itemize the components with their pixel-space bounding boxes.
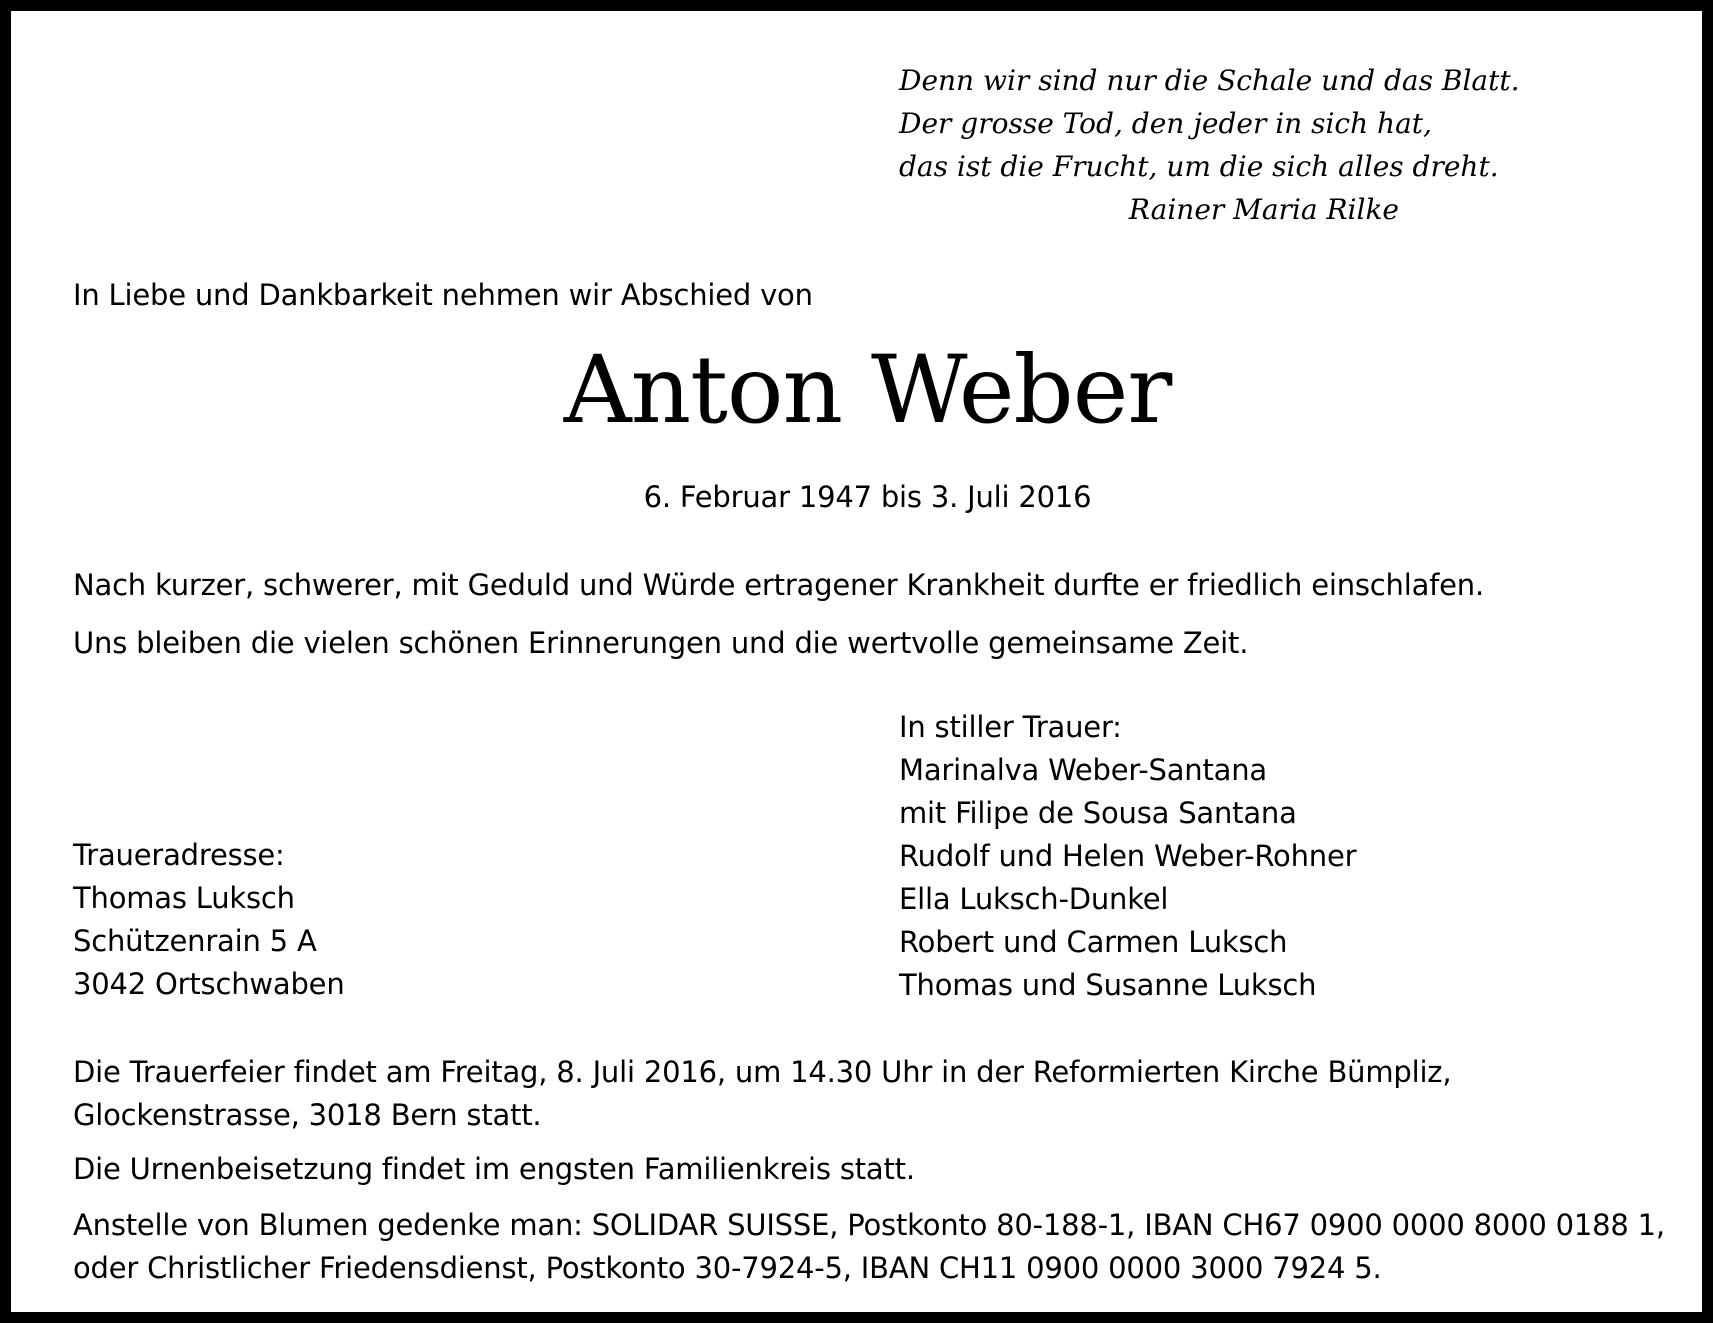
life-dates: 6. Februar 1947 bis 3. Juli 2016 — [643, 480, 1092, 514]
mourning-address — [73, 834, 345, 1006]
mourner-name: Robert und Carmen Luksch — [899, 925, 1288, 959]
address-heading: Traueradresse: — [73, 838, 285, 872]
address-line: Thomas Luksch — [73, 881, 295, 915]
donation-info: Anstelle von Blumen gedenke man: SOLIDAR SUISSE, Postkonto 80-188-1, IBAN CH67 0900 0000 8000 0188 1, oder Christlicher Friedensdienst, Postkonto 30-7924-5, IBAN CH11 0900 0000 3000 7924 5. — [73, 1208, 1665, 1285]
mourner-name: Marinalva Weber-Santana — [899, 753, 1267, 787]
poem-author: Rainer Maria Rilke — [1128, 193, 1399, 226]
memories-text: Uns bleiben die vielen schönen Erinnerungen und die wertvolle gemeinsame Zeit. — [73, 626, 1249, 660]
deceased-name: Anton Weber — [563, 336, 1172, 445]
illness-text: Nach kurzer, schwerer, mit Geduld und Würde ertragener Krankheit durfte er friedlich einschlafen. — [73, 568, 1484, 602]
mourner-name: Ella Luksch-Dunkel — [899, 882, 1169, 916]
urn-burial-info: Die Urnenbeisetzung findet im engsten Familienkreis statt. — [73, 1152, 915, 1186]
address-line: 3042 Ortschwaben — [73, 967, 345, 1001]
mourner-name: mit Filipe de Sousa Santana — [899, 796, 1297, 830]
mourners-list — [899, 706, 1356, 1007]
mourner-name: Thomas und Susanne Luksch — [899, 968, 1317, 1002]
poem-quote — [899, 59, 1520, 231]
address-line: Schützenrain 5 A — [73, 924, 317, 958]
mourners-heading: In stiller Trauer: — [899, 710, 1122, 744]
ceremony-info: Die Trauerfeier findet am Freitag, 8. Juli 2016, um 14.30 Uhr in der Reformierten Kirche Bümpliz, Glockenstrasse, 3018 Bern statt. — [73, 1055, 1452, 1132]
intro-text: In Liebe und Dankbarkeit nehmen wir Abschied von — [73, 278, 813, 312]
mourner-name: Rudolf und Helen Weber-Rohner — [899, 839, 1357, 873]
poem-line: das ist die Frucht, um die sich alles dreht. — [899, 150, 1499, 183]
poem-line: Der grosse Tod, den jeder in sich hat, — [899, 107, 1432, 140]
poem-line: Denn wir sind nur die Schale und das Blatt. — [899, 64, 1520, 97]
